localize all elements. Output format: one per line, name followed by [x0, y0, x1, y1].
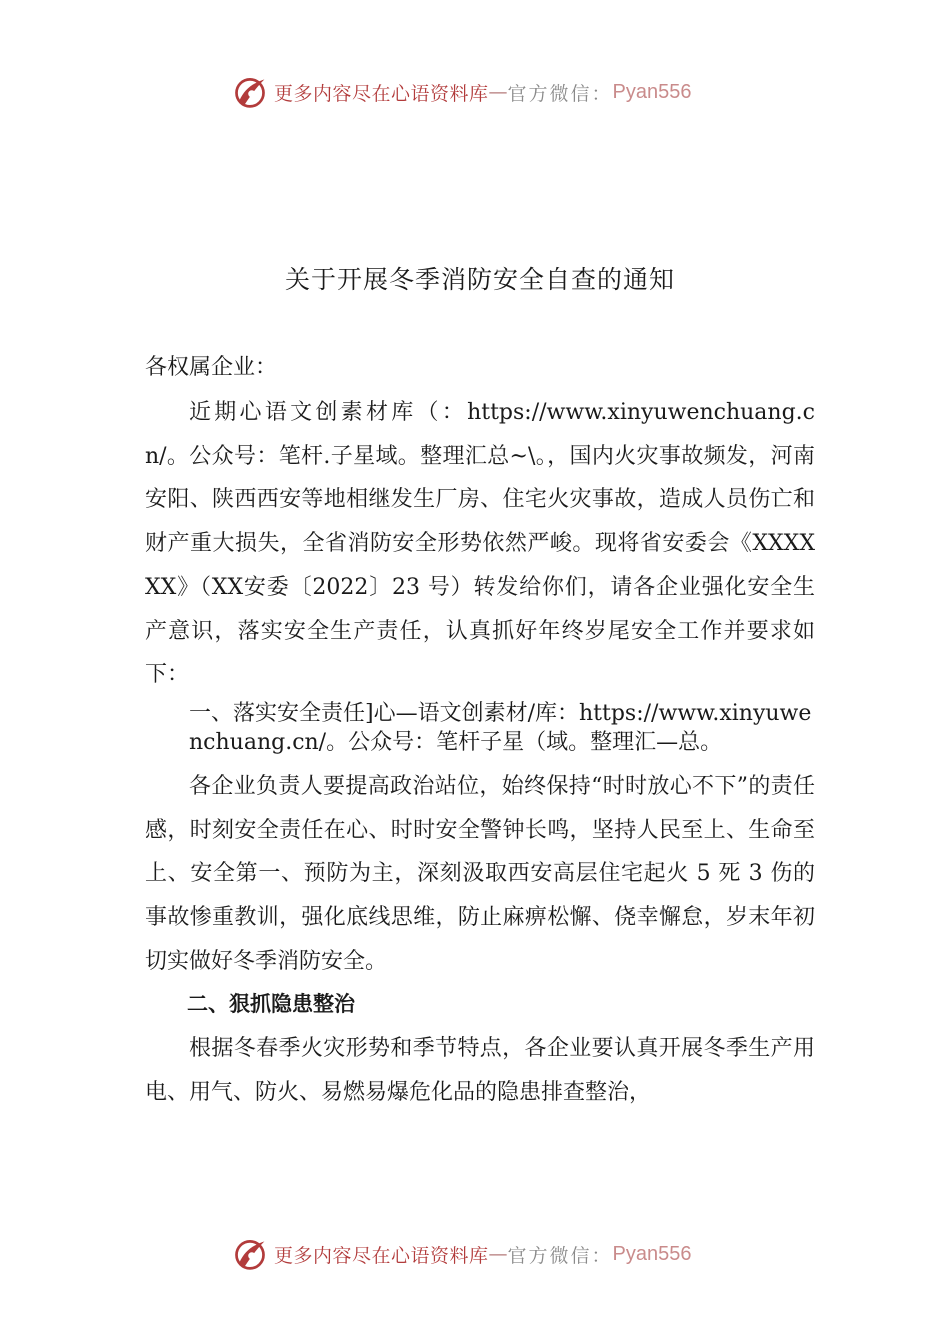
footer-banner — [232, 1234, 692, 1274]
banner-wechat-id: Pyan556 — [612, 1242, 692, 1265]
banner-wechat-label: 官方微信： — [507, 82, 613, 105]
banner-wechat-label: 官方微信： — [507, 1244, 613, 1267]
section-heading-1: 一、落实安全责任]心—语文创素材/库：https://www.xinyuwenchuang.cn/。公众号：笔杆子星（域。整理汇—总。 — [189, 700, 812, 755]
banner-brand-text: 更多内容尽在心语资料库 — [274, 1244, 489, 1267]
document-title: 关于开展冬季消防安全自查的通知 — [284, 265, 675, 294]
logo-icon — [232, 1236, 268, 1272]
banner-wechat-id: Pyan556 — [612, 80, 692, 103]
logo-icon — [232, 74, 268, 110]
salutation: 各权属企业： — [145, 355, 278, 380]
banner-separator: — — [488, 81, 508, 103]
header-banner — [232, 72, 692, 112]
section-heading-2: 二、狠抓隐患整治 — [187, 992, 355, 1017]
banner-brand-text: 更多内容尽在心语资料库 — [274, 82, 489, 105]
document-body — [145, 262, 815, 1115]
banner-separator: — — [488, 1243, 508, 1265]
paragraph-hazards: 根据冬春季火灾形势和季节特点，各企业要认真开展冬季生产用电、用气、防火、易燃易爆危化品的隐患排查整治， — [145, 1036, 815, 1105]
paragraph-responsibility: 各企业负责人要提高政治站位，始终保持“时时放心不下”的责任感，时刻安全责任在心、时时安全警钟长鸣，坚持人民至上、生命至上、安全第一、预防为主，深刻汲取西安高层住宅起火 5 死 3 伤的事故惨重教训，强化底线思维，防止麻痹松懈、侥幸懈怠，岁末年初切实做好冬季消防安全。 — [145, 773, 815, 974]
paragraph-intro: 近期心语文创素材库（：https://www.xinyuwenchuang.cn/。公众号：笔杆.子星域。整理汇总~\。，国内火灾事故频发，河南安阳、陕西西安等地相继发生厂房、住宅火灾事故，造成人员伤亡和财产重大损失，全省消防安全形势依然严峻。现将省安委会《XXXXXX》（XX安委〔2022〕23 号）转发给你们，请各企业强化安全生产意识，落实安全生产责任，认真抓好年终岁尾安全工作并要求如下： — [145, 400, 815, 688]
